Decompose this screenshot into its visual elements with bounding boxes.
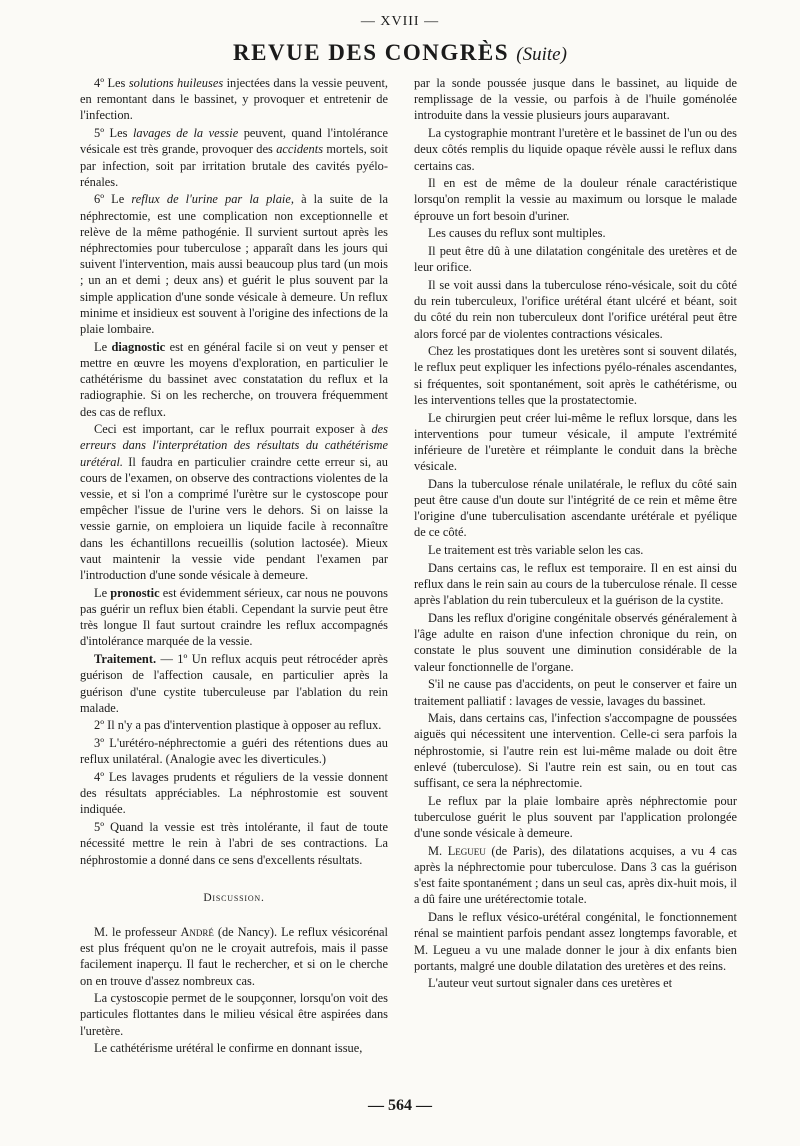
section-title <box>0 40 800 66</box>
paragraph: Le chirurgien peut créer lui-même le reflux lorsque, dans les interventions pour tumeur vésicale, il ampute l'extrémité inférieure de l'uretère et réimplante le conduit dans la brèche vésicale. <box>414 410 737 474</box>
paragraph: Chez les prostatiques dont les uretères sont si souvent dilatés, le reflux peut expliquer les infections pyélo-rénales ascendantes, si fréquentes, soit spontanément, soit après le cathétérisme, ou les interventions telles que la prostatectomie. <box>414 344 737 407</box>
paragraph: 4º Les solutions huileuses injectées dans la vessie peuvent, en remontant dans le bassinet, y provoquer et entretenir de l'infection. <box>80 76 389 123</box>
paragraph: 4º Les lavages prudents et réguliers de la vessie donnent des résultats appréciables. La néphrostomie est souvent indiquée. <box>80 770 388 817</box>
paragraph: Il en est de même de la douleur rénale caractéristique lorsqu'on remplit la vessie au maximum ou lorsque le malade éprouve un fort besoin d'uriner. <box>414 176 737 223</box>
paragraph: Le reflux par la plaie lombaire après néphrectomie pour tuberculose guérit le plus souvent par l'application prolongée d'une sonde vésicale à demeure. <box>414 793 737 841</box>
paragraph: Le cathétérisme urétéral le confirme en donnant issue, <box>94 1041 363 1056</box>
paragraph: 6º Le reflux de l'urine par la plaie, à la suite de la néphrectomie, est une complication non exceptionnelle et relève de la même pathogénie. Il survient surtout après les néphrectomies pour tuberculose ; apparaît dans les jours qui suivent l'intervention, mais aussi beaucoup plus tard (un mois ; un an et demi ; deux ans) et guérit le plus souvent par la simple application d'une sonde vésicale à demeure. Un reflux minime et insidieux est souvent à l'origine des infections de la plaie lombaire. <box>80 192 388 337</box>
right-column <box>414 75 737 993</box>
roman-folio: — XVIII — <box>360 14 440 29</box>
paragraph: 3º L'urétéro-néphrectomie a guéri des rétentions dues au reflux unilatéral. (Analogie avec les diverticules.) <box>80 736 388 767</box>
paragraph-traitement: Traitement. — 1º Un reflux acquis peut rétrocéder après guérison de l'affection causale, en particulier après la guérison d'une cystite tuberculeuse par l'ablation du rein malade. <box>80 652 388 715</box>
discussion-heading: Discussion. <box>203 891 265 904</box>
paragraph: Il se voit aussi dans la tuberculose réno-vésicale, soit du côté du rein tuberculeux, l'orifice urétéral étant ulcéré et béant, soit du côté du rein non tuberculeux dont l'orifice urétéral peut être alors forcé par de violentes contractions vésicales. <box>414 277 737 341</box>
paragraph: La cystographie montrant l'uretère et le bassinet de l'un ou des deux côtés remplis du liquide opaque révèle aussi le reflux dans certains cas. <box>414 126 737 173</box>
paragraph: 5º Quand la vessie est très intolérante, il faut de toute nécessité mettre le rein à l'abri de ses contractions. La néphrostomie a donné dans ce sens d'excellents résultats. <box>80 820 388 867</box>
paragraph: 2º Il n'y a pas d'intervention plastique à opposer au reflux. <box>94 718 382 733</box>
paragraph: Dans le reflux vésico-urétéral congénital, le fonctionnement rénal se maintient parfois pendant assez longtemps favorable, et M. Legueu a vu une malade donner le jour à dix enfants bien portants, malgré une double dilatation des uretères et des reins. <box>414 910 737 973</box>
paragraph: Les causes du reflux sont multiples. <box>428 226 606 241</box>
title-suffix: (Suite) <box>516 44 567 65</box>
paragraph-diagnostic: Le diagnostic est en général facile si on veut y penser et mettre en œuvre les moyens d'exploration, en particulier le cathétérisme du bassinet avec constatation du reflux et la radiographie. Si on les recherche, on trouvera fréquemment des cas de reflux. <box>80 339 388 419</box>
paragraph: Il peut être dû à une dilatation congénitale des uretères et de leur orifice. <box>414 244 737 275</box>
paragraph: M. Legueu (de Paris), des dilatations acquises, a vu 4 cas après la néphrectomie pour tuberculose. Dans 3 cas la guérison s'est faite spontanément ; dans un seul cas, après dix-huit mois, il a dû faire une urétérectomie totale. <box>414 843 737 907</box>
paragraph: M. le professeur André (de Nancy). Le reflux vésicorénal est plus fréquent qu'on ne le croyait autrefois, mais il passe facilement inaperçu. Il faut le rechercher, et si on le cherche on en trouve d'assez nombreux cas. <box>80 924 388 988</box>
paragraph: S'il ne cause pas d'accidents, on peut le conserver et faire un traitement palliatif : lavages de vessie, lavages du bassinet. <box>414 677 737 708</box>
paragraph: Le traitement est très variable selon les cas. <box>428 543 644 558</box>
paragraph: Mais, dans certains cas, l'infection s'accompagne de poussées aiguës qui nécessitent une intervention. Celle-ci sera parfois la néphrostomie, si l'autre rein est lui-même malade ou doit être enlevé (tuberculose). Si l'autre rein est sain, ou en tout cas suffisant, ce sera la néphrectomie. <box>414 711 737 791</box>
paragraph: Ceci est important, car le reflux pourrait exposer à des erreurs dans l'interprétation des résultats du cathétérisme urétéral. Il faudra en particulier craindre cette erreur si, au cours de l'examen, on observe des contractions violentes de la vessie, et si l'on a comprimé l'urètre sur le cystoscope pour empêcher l'issue de l'urine vers le dehors. Si on laisse la vessie garnie, on emploiera un liquide facile à reconnaître dans les échantillons recueillis (solution lactosée). Mieux vaut maintenir la vessie vide pendant l'examen par l'introduction d'une sonde vésicale à demeure. <box>80 422 388 583</box>
page-number: — 564 — <box>368 1097 432 1114</box>
paragraph-pronostic: Le pronostic est évidemment sérieux, car nous ne pouvons pas guérir un reflux bien établi. Cependant la survie peut être très longue Il faut surtout craindre les reflux accompagnés d'intolérance marquée de la vessie. <box>80 585 389 649</box>
paragraph: La cystoscopie permet de le soupçonner, lorsqu'on voit des particules flottantes dans le milieu vésical être aspirées dans l'uretère. <box>80 991 388 1038</box>
paragraph: Dans la tuberculose rénale unilatérale, le reflux du côté sain peut être cause d'un doute sur l'intégrité de ce rein et même être l'origine d'une tuberculisation ascendante urétérale et pyélique de ce côté. <box>414 476 737 540</box>
paragraph: L'auteur veut surtout signaler dans ces uretères et <box>428 976 673 991</box>
title-text: REVUE DES CONGRÈS <box>233 40 510 65</box>
left-column <box>80 75 388 1058</box>
paragraph: 5º Les lavages de la vessie peuvent, quand l'intolérance vésicale est très grande, provoquer des accidents mortels, soit par infection, soit par irritation brutale des cavités pyélo-rénales. <box>80 126 389 189</box>
paragraph: Dans les reflux d'origine congénitale observés généralement à l'âge adulte en raison d'une infection chronique du rein, on constate le plus souvent une diminution considérable de la valeur fonctionnelle de l'organe. <box>414 611 737 674</box>
paragraph-continued: par la sonde poussée jusque dans le bassinet, au liquide de remplissage de la vessie, ou parfois à de l'huile goménolée introduite dans la vessie plusieurs jours auparavant. <box>414 76 737 123</box>
paragraph: Dans certains cas, le reflux est temporaire. Il en est ainsi du reflux dans le rein sain au cours de la tuberculose rénale. Il cesse après l'ablation du rein tuberculeux et la guérison de la cystite. <box>414 560 737 608</box>
